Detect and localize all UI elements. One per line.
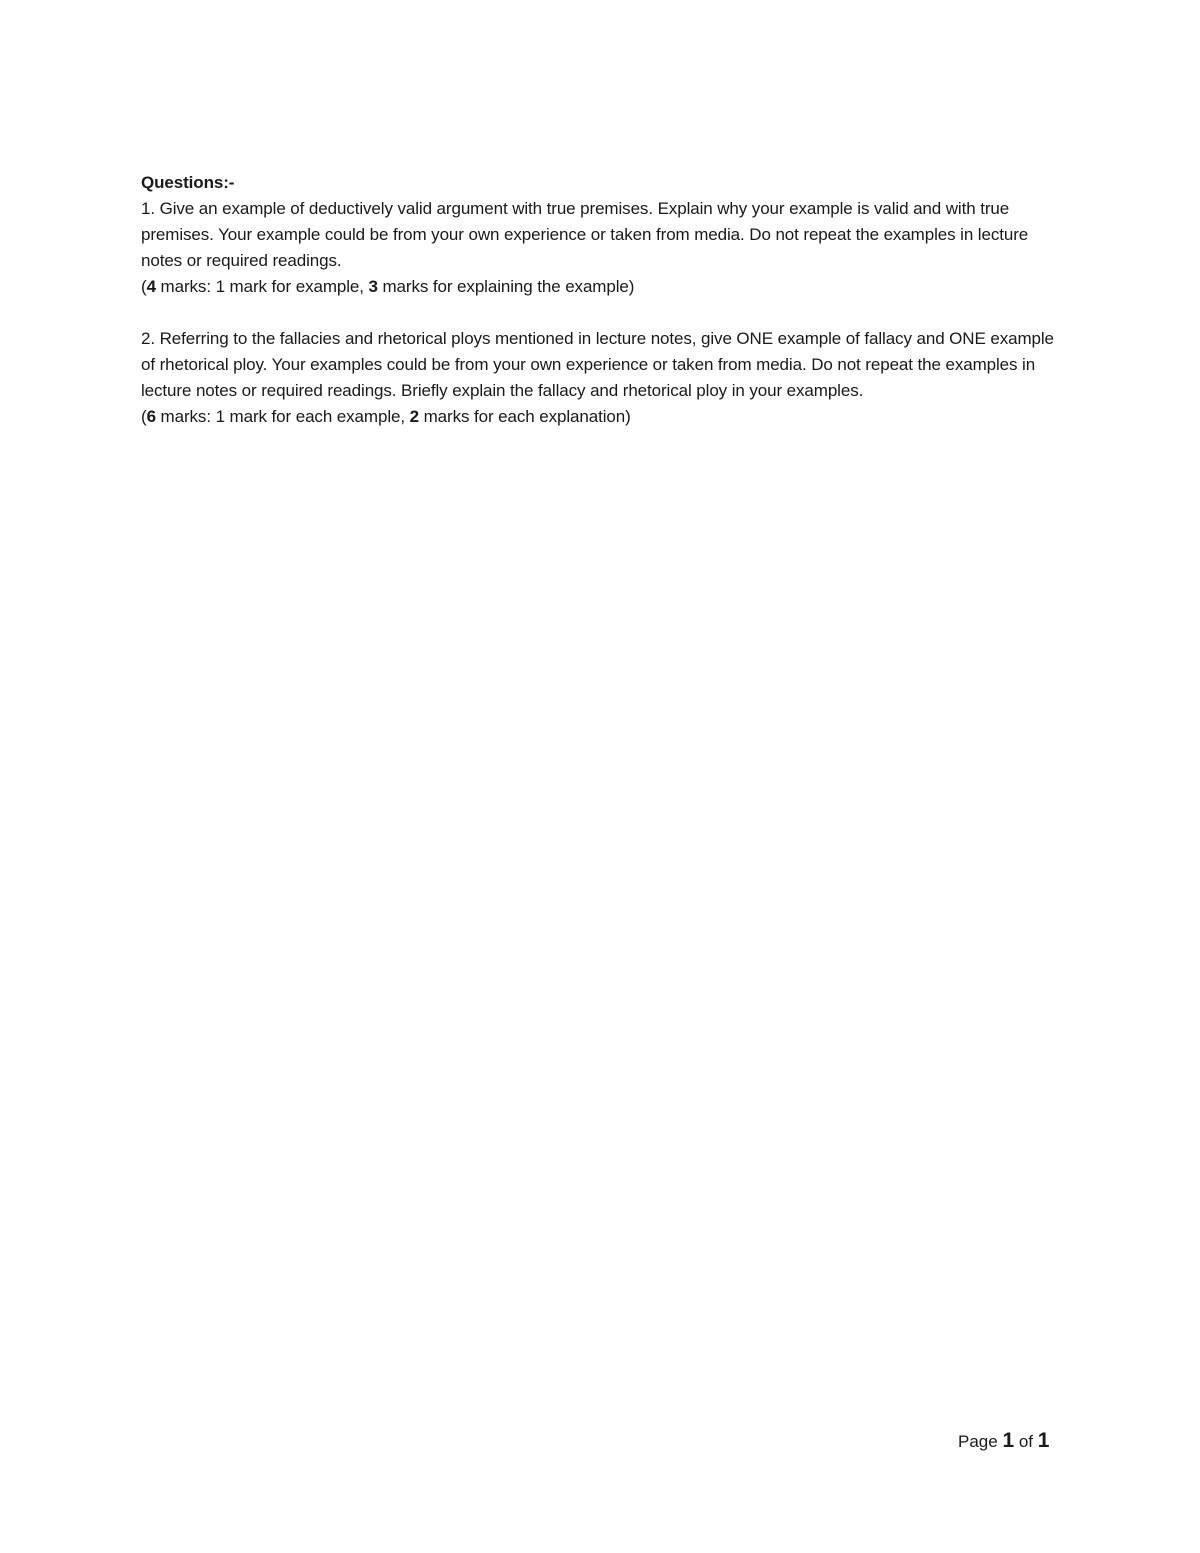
document-content <box>141 170 1061 430</box>
question-1-marks <box>141 274 1061 300</box>
question-2 <box>141 326 1061 430</box>
marks-total: 4 <box>146 277 156 296</box>
marks-text: marks: 1 mark for each example, <box>155 407 410 426</box>
page-total-number: 1 <box>1037 1429 1050 1452</box>
page-footer <box>958 1428 1049 1455</box>
page-current-number: 1 <box>1002 1429 1015 1452</box>
question-1-text: 1. Give an example of deductively valid argument with true premises. Explain why your example is valid and with true premises. Your example could be from your own experience or taken from media. Do not repeat the examples in lecture notes or required readings. <box>141 199 1029 270</box>
questions-heading: Questions:- <box>141 173 235 192</box>
marks-text-end: marks for each explanation) <box>418 407 631 426</box>
spacer <box>141 300 1061 326</box>
page-label: Page <box>958 1432 1003 1451</box>
question-1 <box>141 196 1061 300</box>
question-2-text: 2. Referring to the fallacies and rhetorical ploys mentioned in lecture notes, give ONE example of fallacy and ONE example of rhetorical ploy. Your examples could be from your own experience or taken from media. Do not repeat the examples in lecture notes or required readings. Briefly explain the fallacy and rhetorical ploy in your examples. <box>141 329 1054 400</box>
question-2-marks <box>141 404 1061 430</box>
marks-open-paren: ( <box>141 277 147 296</box>
marks-total: 6 <box>146 407 156 426</box>
of-label: of <box>1014 1432 1038 1451</box>
marks-text-end: marks for explaining the example) <box>377 277 635 296</box>
marks-open-paren: ( <box>141 407 147 426</box>
marks-explain-count: 2 <box>409 407 419 426</box>
marks-explain-count: 3 <box>368 277 378 296</box>
marks-text: marks: 1 mark for example, <box>155 277 369 296</box>
